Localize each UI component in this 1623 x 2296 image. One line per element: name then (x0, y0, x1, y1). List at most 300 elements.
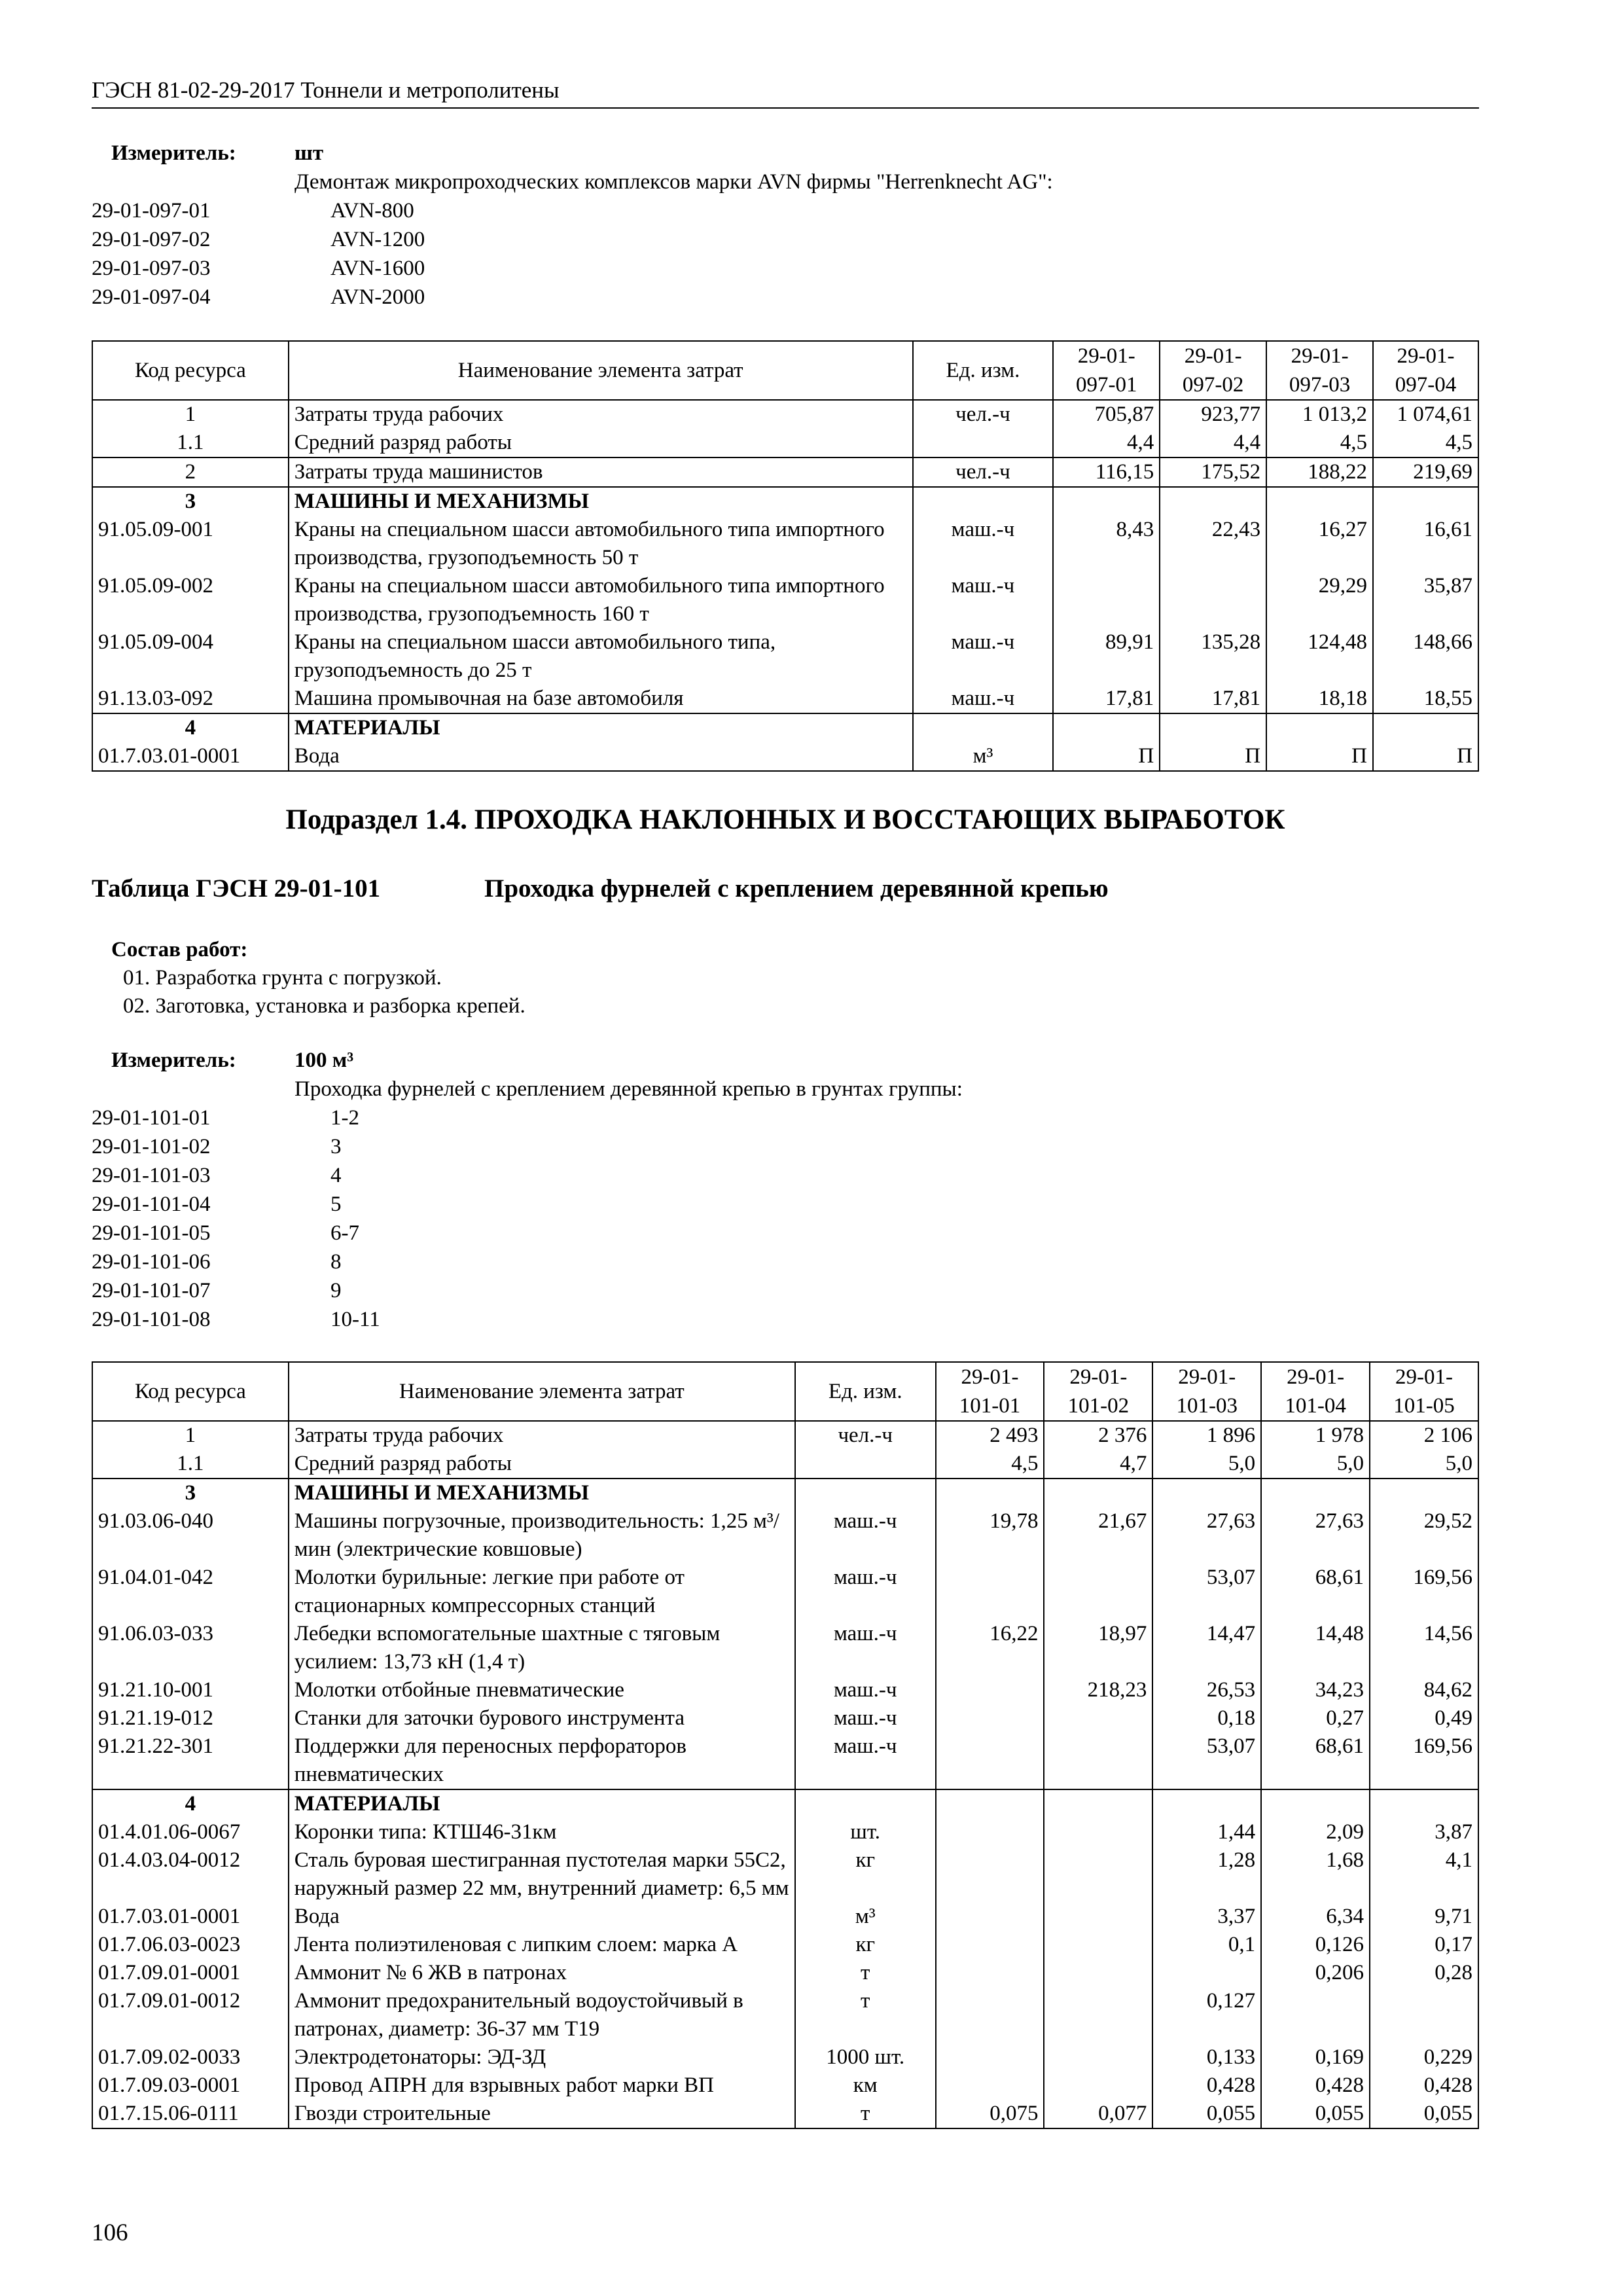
resource-value: 0,229 (1370, 2043, 1478, 2072)
measure-item (92, 254, 1479, 283)
table-row (92, 572, 1478, 628)
resource-code: 01.7.09.02-0033 (92, 2043, 289, 2072)
resource-value: 0,27 (1261, 1704, 1370, 1732)
table-row (92, 1620, 1478, 1676)
resource-value: 5,0 (1152, 1450, 1261, 1479)
resource-value: 1,44 (1152, 1818, 1261, 1846)
resource-value: 1,28 (1152, 1846, 1261, 1903)
resource-value (936, 1564, 1044, 1620)
resource-unit (795, 1450, 936, 1479)
resource-value (936, 1903, 1044, 1931)
measure-block-2 (92, 1046, 1479, 1334)
section-title: Подраздел 1.4. ПРОХОДКА НАКЛОННЫХ И ВОССТАЮЩИХ ВЫРАБОТОК (285, 804, 1285, 835)
resource-unit: шт. (795, 1818, 936, 1846)
column-header: 29-01-101-02 (1044, 1362, 1152, 1421)
resource-value: 0,169 (1261, 2043, 1370, 2072)
measure-item-code: 29-01-101-04 (92, 1193, 211, 1216)
table-row (92, 1959, 1478, 1987)
measure-item-code: 29-01-097-02 (92, 228, 211, 251)
resource-value (936, 2072, 1044, 2100)
resource-value (1370, 1987, 1478, 2043)
measure-item (92, 1276, 1479, 1305)
column-header: 29-01-097-01 (1053, 341, 1160, 400)
resource-value (1160, 572, 1266, 628)
resource-value: 0,055 (1261, 2100, 1370, 2128)
measure-label: Измеритель: (111, 141, 236, 165)
resource-value (936, 1704, 1044, 1732)
resource-unit (795, 1789, 936, 1818)
resource-value: 2 376 (1044, 1421, 1152, 1450)
resource-value (936, 1479, 1044, 1507)
resource-name: Краны на специальном шасси автомобильного типа импортного производства, грузоподъемность 50 т (289, 516, 913, 572)
resource-value: П (1373, 742, 1478, 771)
resource-unit (913, 713, 1054, 742)
resource-value (1370, 1479, 1478, 1507)
resource-value: 705,87 (1053, 400, 1160, 429)
resource-value (1044, 1789, 1152, 1818)
resource-unit: 1000 шт. (795, 2043, 936, 2072)
table-row (92, 1846, 1478, 1903)
resource-code: 91.04.01-042 (92, 1564, 289, 1620)
measure-item-name: 10-11 (330, 1308, 380, 1331)
resource-code: 01.7.03.01-0001 (92, 1903, 289, 1931)
resource-name: Затраты труда рабочих (289, 1421, 795, 1450)
resource-value: 0,1 (1152, 1931, 1261, 1959)
measure-item-code: 29-01-101-06 (92, 1250, 211, 1274)
resource-unit: т (795, 1987, 936, 2043)
resource-code: 91.21.22-301 (92, 1732, 289, 1789)
table-row (92, 2043, 1478, 2072)
resource-value: 1 896 (1152, 1421, 1261, 1450)
table-title-code: Таблица ГЭСН 29-01-101 (92, 874, 381, 903)
resource-value: 68,61 (1261, 1732, 1370, 1789)
table-row (92, 1479, 1478, 1507)
resource-value: 0,18 (1152, 1704, 1261, 1732)
measure-item-code: 29-01-101-07 (92, 1279, 211, 1302)
resource-value: 219,69 (1373, 457, 1478, 487)
resource-name: Машина промывочная на базе автомобиля (289, 685, 913, 713)
resource-name: Коронки типа: КТШ46-31км (289, 1818, 795, 1846)
resource-value: 1 074,61 (1373, 400, 1478, 429)
resource-value (1044, 1846, 1152, 1903)
resource-value: 4,5 (1266, 429, 1373, 457)
resource-code: 4 (92, 713, 289, 742)
resource-unit: м³ (913, 742, 1054, 771)
resource-table-2 (92, 1361, 1479, 2129)
resource-value: 29,52 (1370, 1507, 1478, 1564)
measure-item (92, 1132, 1479, 1161)
resource-value: 4,4 (1160, 429, 1266, 457)
resource-value (1261, 1987, 1370, 2043)
resource-code: 01.7.09.03-0001 (92, 2072, 289, 2100)
resource-value (1152, 1789, 1261, 1818)
resource-value: 84,62 (1370, 1676, 1478, 1704)
resource-name: Вода (289, 742, 913, 771)
resource-value (1044, 1903, 1152, 1931)
resource-value: 26,53 (1152, 1676, 1261, 1704)
resource-unit: маш.-ч (913, 685, 1054, 713)
resource-code: 1 (92, 1421, 289, 1450)
column-header: Ед. изм. (795, 1362, 936, 1421)
resource-name: Вода (289, 1903, 795, 1931)
measure-item-name: 6-7 (330, 1221, 359, 1245)
resource-value: 3,87 (1370, 1818, 1478, 1846)
column-header: 29-01-097-04 (1373, 341, 1478, 400)
resource-value: 135,28 (1160, 628, 1266, 685)
table-row (92, 400, 1478, 429)
resource-value: 4,4 (1053, 429, 1160, 457)
measure-item-name: 3 (330, 1135, 342, 1158)
resource-value: П (1266, 742, 1373, 771)
resource-name: Аммонит предохранительный водоустойчивый в патронах, диаметр: 36-37 мм Т19 (289, 1987, 795, 2043)
resource-value (1044, 1931, 1152, 1959)
resource-value (936, 1931, 1044, 1959)
measure-item (92, 225, 1479, 254)
resource-value (1160, 713, 1266, 742)
measure-item-code: 29-01-097-01 (92, 199, 211, 223)
resource-code: 01.4.01.06-0067 (92, 1818, 289, 1846)
measure-item (92, 1247, 1479, 1276)
resource-value: 4,5 (936, 1450, 1044, 1479)
resource-code: 91.06.03-033 (92, 1620, 289, 1676)
table-row (92, 1732, 1478, 1789)
measure-description: Проходка фурнелей с креплением деревянной крепью в грунтах группы: (294, 1077, 963, 1101)
resource-name: Сталь буровая шестигранная пустотелая марки 55С2, наружный размер 22 мм, внутренний диаметр: 6,5 мм (289, 1846, 795, 1903)
resource-value: 17,81 (1160, 685, 1266, 713)
resource-unit: кг (795, 1846, 936, 1903)
resource-name: Станки для заточки бурового инструмента (289, 1704, 795, 1732)
resource-code: 1.1 (92, 1450, 289, 1479)
table-row (92, 1987, 1478, 2043)
resource-unit: маш.-ч (795, 1564, 936, 1620)
resource-code: 2 (92, 457, 289, 487)
resource-table-1 (92, 340, 1479, 772)
table-title (92, 874, 1109, 903)
table-row (92, 429, 1478, 457)
resource-value: 35,87 (1373, 572, 1478, 628)
resource-name: Поддержки для переносных перфораторов пневматических (289, 1732, 795, 1789)
resource-value (936, 1959, 1044, 1987)
works-block (111, 936, 526, 1020)
resource-value: 4,7 (1044, 1450, 1152, 1479)
works-item: 01. Разработка грунта с погрузкой. (123, 966, 442, 990)
resource-value (1266, 487, 1373, 516)
table-row (92, 1931, 1478, 1959)
resource-value: 16,22 (936, 1620, 1044, 1676)
measure-item-name: 8 (330, 1250, 342, 1274)
resource-value (1053, 487, 1160, 516)
table-row (92, 516, 1478, 572)
resource-value (1261, 1789, 1370, 1818)
resource-code: 91.05.09-002 (92, 572, 289, 628)
resource-value: 19,78 (936, 1507, 1044, 1564)
measure-value: 100 м³ (294, 1049, 354, 1072)
resource-unit: маш.-ч (795, 1507, 936, 1564)
resource-value: 1,68 (1261, 1846, 1370, 1903)
resource-value (936, 1818, 1044, 1846)
table-row (92, 487, 1478, 516)
resource-name: Средний разряд работы (289, 429, 913, 457)
resource-value: 116,15 (1053, 457, 1160, 487)
resource-value: 175,52 (1160, 457, 1266, 487)
table-row (92, 457, 1478, 487)
resource-value: 169,56 (1370, 1732, 1478, 1789)
resource-unit (913, 487, 1054, 516)
resource-value: 923,77 (1160, 400, 1266, 429)
table-row (92, 1676, 1478, 1704)
measure-item-code: 29-01-101-01 (92, 1106, 211, 1130)
resource-value: 188,22 (1266, 457, 1373, 487)
column-header: Наименование элемента затрат (289, 1362, 795, 1421)
resource-value: 18,55 (1373, 685, 1478, 713)
measure-item (92, 283, 1479, 312)
resource-name: Электродетонаторы: ЭД-ЗД (289, 2043, 795, 2072)
resource-value (1044, 1732, 1152, 1789)
resource-unit: м³ (795, 1903, 936, 1931)
resource-code: 3 (92, 487, 289, 516)
resource-value: 0,055 (1370, 2100, 1478, 2128)
column-header: 29-01-101-01 (936, 1362, 1044, 1421)
column-header: 29-01-097-03 (1266, 341, 1373, 400)
resource-value (1044, 1479, 1152, 1507)
resource-value: П (1160, 742, 1266, 771)
measure-item (92, 1161, 1479, 1190)
resource-unit: км (795, 2072, 936, 2100)
measure-item-name: 4 (330, 1164, 342, 1187)
resource-name: Машины погрузочные, производительность: 1,25 м³/мин (электрические ковшовые) (289, 1507, 795, 1564)
resource-value: 0,127 (1152, 1987, 1261, 2043)
resource-code: 1.1 (92, 429, 289, 457)
resource-name: Гвозди строительные (289, 2100, 795, 2128)
column-header: Наименование элемента затрат (289, 341, 913, 400)
resource-value: 8,43 (1053, 516, 1160, 572)
resource-value: 17,81 (1053, 685, 1160, 713)
resource-code: 3 (92, 1479, 289, 1507)
resource-value: 29,29 (1266, 572, 1373, 628)
measure-item-code: 29-01-101-05 (92, 1221, 211, 1245)
resource-unit: маш.-ч (795, 1676, 936, 1704)
resource-unit: чел.-ч (795, 1421, 936, 1450)
resource-unit (795, 1479, 936, 1507)
resource-code: 01.7.09.01-0012 (92, 1987, 289, 2043)
resource-value (1044, 1704, 1152, 1732)
resource-code: 01.7.06.03-0023 (92, 1931, 289, 1959)
resource-value: 27,63 (1261, 1507, 1370, 1564)
table-row (92, 685, 1478, 713)
resource-value: 9,71 (1370, 1903, 1478, 1931)
table-row (92, 1421, 1478, 1450)
resource-value: 14,56 (1370, 1620, 1478, 1676)
resource-unit: маш.-ч (913, 516, 1054, 572)
resource-value (1044, 1987, 1152, 2043)
table-row (92, 1818, 1478, 1846)
resource-name: Провод АПРН для взрывных работ марки ВП (289, 2072, 795, 2100)
resource-value (1044, 1564, 1152, 1620)
resource-name: МАТЕРИАЛЫ (289, 1789, 795, 1818)
resource-value: 0,428 (1152, 2072, 1261, 2100)
resource-value: 124,48 (1266, 628, 1373, 685)
resource-value: 22,43 (1160, 516, 1266, 572)
table-row (92, 1564, 1478, 1620)
resource-value: 2,09 (1261, 1818, 1370, 1846)
column-header: 29-01-101-04 (1261, 1362, 1370, 1421)
resource-value: 18,97 (1044, 1620, 1152, 1676)
resource-value: 3,37 (1152, 1903, 1261, 1931)
resource-unit: кг (795, 1931, 936, 1959)
measure-item-name: AVN-2000 (330, 285, 425, 309)
resource-name: Средний разряд работы (289, 1450, 795, 1479)
resource-value: 16,27 (1266, 516, 1373, 572)
resource-value (1152, 1479, 1261, 1507)
resource-name: Молотки отбойные пневматические (289, 1676, 795, 1704)
resource-value: 14,48 (1261, 1620, 1370, 1676)
resource-code: 91.21.19-012 (92, 1704, 289, 1732)
table-row (92, 1789, 1478, 1818)
resource-name: Лебедки вспомогательные шахтные с тяговым усилием: 13,73 кН (1,4 т) (289, 1620, 795, 1676)
measure-item-name: AVN-1600 (330, 257, 425, 280)
works-label: Состав работ: (111, 938, 248, 961)
resource-value: 0,055 (1152, 2100, 1261, 2128)
measure-label: Измеритель: (111, 1049, 236, 1072)
resource-value: 6,34 (1261, 1903, 1370, 1931)
table-title-name: Проходка фурнелей с креплением деревянной крепью (484, 874, 1109, 903)
resource-code: 91.05.09-004 (92, 628, 289, 685)
resource-value: 0,28 (1370, 1959, 1478, 1987)
measure-item (92, 196, 1479, 225)
resource-value: 21,67 (1044, 1507, 1152, 1564)
table-row (92, 2100, 1478, 2128)
resource-value (936, 1987, 1044, 2043)
resource-name: Лента полиэтиленовая с липким слоем: марка А (289, 1931, 795, 1959)
measure-item-name: 9 (330, 1279, 342, 1302)
resource-value: 14,47 (1152, 1620, 1261, 1676)
running-header: ГЭСН 81-02-29-2017 Тоннели и метрополитены (92, 77, 1479, 109)
column-header: Код ресурса (92, 1362, 289, 1421)
resource-value: 0,126 (1261, 1931, 1370, 1959)
resource-value: 1 013,2 (1266, 400, 1373, 429)
resource-value: 218,23 (1044, 1676, 1152, 1704)
resource-code: 91.13.03-092 (92, 685, 289, 713)
table-row (92, 713, 1478, 742)
resource-name: Затраты труда машинистов (289, 457, 913, 487)
measure-block-1 (92, 139, 1479, 312)
resource-value: 0,428 (1261, 2072, 1370, 2100)
resource-value: 0,428 (1370, 2072, 1478, 2100)
resource-value: 0,133 (1152, 2043, 1261, 2072)
column-header: Код ресурса (92, 341, 289, 400)
resource-value: 27,63 (1152, 1507, 1261, 1564)
resource-value (1370, 1789, 1478, 1818)
measure-item-code: 29-01-101-03 (92, 1164, 211, 1187)
resource-value: 18,18 (1266, 685, 1373, 713)
measure-item-code: 29-01-101-08 (92, 1308, 211, 1331)
resource-unit: маш.-ч (795, 1732, 936, 1789)
table-row (92, 1903, 1478, 1931)
resource-unit: т (795, 1959, 936, 1987)
measure-item-name: AVN-1200 (330, 228, 425, 251)
resource-value (936, 1732, 1044, 1789)
resource-value: 89,91 (1053, 628, 1160, 685)
resource-name: Краны на специальном шасси автомобильного типа импортного производства, грузоподъемность 160 т (289, 572, 913, 628)
measure-item (92, 1219, 1479, 1247)
resource-name: Затраты труда рабочих (289, 400, 913, 429)
page-number: 106 (92, 2219, 128, 2246)
resource-name: Краны на специальном шасси автомобильного типа, грузоподъемность до 25 т (289, 628, 913, 685)
measure-item-code: 29-01-097-03 (92, 257, 211, 280)
resource-value: 53,07 (1152, 1564, 1261, 1620)
resource-value: 1 978 (1261, 1421, 1370, 1450)
resource-code: 1 (92, 400, 289, 429)
resource-code: 91.05.09-001 (92, 516, 289, 572)
measure-item-code: 29-01-101-02 (92, 1135, 211, 1158)
resource-name: Аммонит № 6 ЖВ в патронах (289, 1959, 795, 1987)
resource-value: 2 493 (936, 1421, 1044, 1450)
resource-code: 01.7.03.01-0001 (92, 742, 289, 771)
table-row (92, 1704, 1478, 1732)
resource-code: 91.21.10-001 (92, 1676, 289, 1704)
resource-code: 91.03.06-040 (92, 1507, 289, 1564)
resource-unit: чел.-ч (913, 457, 1054, 487)
resource-value: 34,23 (1261, 1676, 1370, 1704)
resource-value: П (1053, 742, 1160, 771)
measure-item (92, 1103, 1479, 1132)
measure-item (92, 1305, 1479, 1334)
resource-value (1053, 713, 1160, 742)
resource-unit: чел.-ч (913, 400, 1054, 429)
resource-value: 4,1 (1370, 1846, 1478, 1903)
measure-item-name: 5 (330, 1193, 342, 1216)
resource-unit: маш.-ч (795, 1620, 936, 1676)
resource-value (1044, 2072, 1152, 2100)
table-row (92, 1507, 1478, 1564)
resource-value: 0,077 (1044, 2100, 1152, 2128)
measure-item-code: 29-01-097-04 (92, 285, 211, 309)
resource-value (1373, 713, 1478, 742)
resource-value: 5,0 (1261, 1450, 1370, 1479)
column-header: 29-01-097-02 (1160, 341, 1266, 400)
resource-value (1373, 487, 1478, 516)
resource-value (936, 2043, 1044, 2072)
resource-unit: т (795, 2100, 936, 2128)
resource-value (1044, 1959, 1152, 1987)
resource-value: 5,0 (1370, 1450, 1478, 1479)
table-row (92, 1450, 1478, 1479)
resource-name: МАТЕРИАЛЫ (289, 713, 913, 742)
resource-value (1044, 2043, 1152, 2072)
table-row (92, 628, 1478, 685)
resource-value: 68,61 (1261, 1564, 1370, 1620)
resource-value: 0,206 (1261, 1959, 1370, 1987)
resource-code: 4 (92, 1789, 289, 1818)
resource-value (1044, 1818, 1152, 1846)
resource-value (1160, 487, 1266, 516)
resource-unit: маш.-ч (913, 628, 1054, 685)
resource-value (936, 1846, 1044, 1903)
measure-value: шт (294, 141, 324, 165)
works-item: 02. Заготовка, установка и разборка крепей. (123, 994, 526, 1018)
resource-value: 169,56 (1370, 1564, 1478, 1620)
resource-value (936, 1789, 1044, 1818)
resource-value: 0,49 (1370, 1704, 1478, 1732)
resource-value: 148,66 (1373, 628, 1478, 685)
measure-description: Демонтаж микропроходческих комплексов марки AVN фирмы "Herrenknecht AG": (294, 170, 1053, 194)
resource-name: МАШИНЫ И МЕХАНИЗМЫ (289, 1479, 795, 1507)
resource-value: 16,61 (1373, 516, 1478, 572)
measure-item (92, 1190, 1479, 1219)
table-row (92, 742, 1478, 771)
resource-code: 01.7.15.06-0111 (92, 2100, 289, 2128)
resource-value: 2 106 (1370, 1421, 1478, 1450)
